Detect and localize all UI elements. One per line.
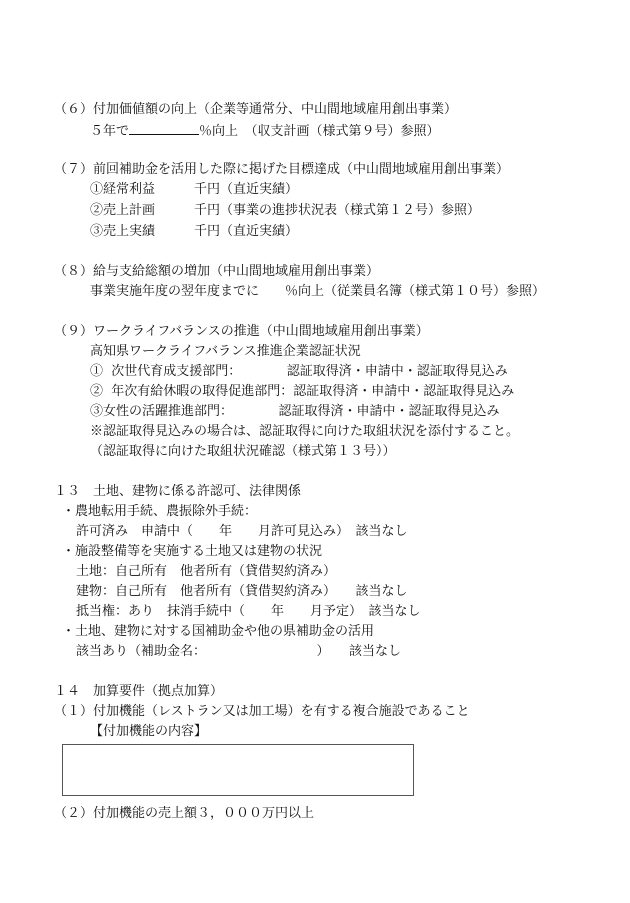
section-13-line: 建物：自己所有 他者所有（貸借契約済み） 該当なし xyxy=(76,584,408,599)
section-13-line: 許可済み 申請中（ 年 月許可見込み） 該当なし xyxy=(76,524,408,539)
section-6-pre: ５年で xyxy=(90,124,130,139)
section-7-item: ③売上実績 千円（直近実績） xyxy=(90,224,299,239)
section-9-item: ③女性の活躍推進部門： 認証取得済・申請中・認証取得見込み xyxy=(90,404,500,419)
section-9-subheading: 高知県ワークライフバランス推進企業認証状況 xyxy=(90,344,361,359)
section-14-item-1: （１）付加機能（レストラン又は加工場）を有する複合施設であること xyxy=(54,704,470,719)
section-13-line: 該当あり（補助金名： ） 該当なし xyxy=(76,644,402,659)
section-9-heading: （９）ワークライフバランスの推進（中山間地域雇用創出事業） xyxy=(54,324,429,339)
section-8-heading: （８）給与支給総額の増加（中山間地域雇用創出事業） xyxy=(54,264,380,279)
section-6-blank[interactable] xyxy=(129,122,199,135)
section-6-heading: （６）付加価値額の向上（企業等通常分、中山間地域雇用創出事業） xyxy=(54,102,458,117)
section-7-heading: （７）前回補助金を活用した際に掲げた目標達成（中山間地域雇用創出事業） xyxy=(54,162,510,177)
section-13-line: ・農地転用手続、農振除外手続： xyxy=(62,504,258,519)
section-7-item: ②売上計画 千円（事業の進捗状況表（様式第１２号）参照） xyxy=(90,203,481,218)
section-8-body: 事業実施年度の翌年度までに ％向上（従業員名簿（様式第１０号）参照） xyxy=(90,284,546,299)
additional-function-box[interactable] xyxy=(62,744,414,796)
section-13-line: 土地：自己所有 他者所有（貸借契約済み） xyxy=(76,564,337,579)
section-14-heading: １４ 加算要件（拠点加算） xyxy=(54,684,224,699)
section-14-item-2: （２）付加機能の売上額３，０００万円以上 xyxy=(54,806,315,821)
section-6-body xyxy=(90,122,440,140)
section-13-line: ・施設整備等を実施する土地又は建物の状況 xyxy=(62,544,323,559)
section-9-note: ※認証取得見込みの場合は、認証取得に向けた取組状況を添付すること。 xyxy=(90,424,520,439)
section-9-item: ① 次世代育成支援部門： 認証取得済・申請中・認証取得見込み xyxy=(90,364,508,379)
section-9-item: ② 年次有給休暇の取得促進部門：認証取得済・申請中・認証取得見込み xyxy=(90,384,515,399)
section-6-post: ％向上 （収支計画（様式第９号）参照） xyxy=(199,124,440,139)
section-9-note: （認証取得に向けた取組状況確認（様式第１３号）） xyxy=(90,444,396,459)
section-13-line: ・土地、建物に対する国補助金や他の県補助金の活用 xyxy=(62,624,375,639)
section-13-heading: １３ 土地、建物に係る許認可、法律関係 xyxy=(54,484,302,499)
section-7-item: ①経常利益 千円（直近実績） xyxy=(90,182,299,197)
section-13-line: 抵当権：あり 抹消手続中（ 年 月予定） 該当なし xyxy=(76,604,421,619)
section-14-box-label: 【付加機能の内容】 xyxy=(90,724,208,739)
